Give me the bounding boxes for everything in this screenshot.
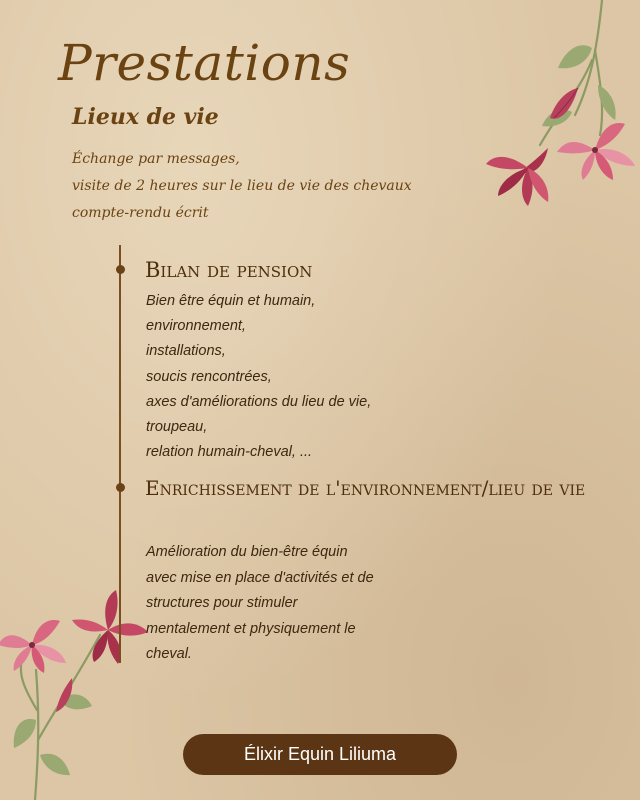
detail-line: avec mise en place d'activités et de: [146, 569, 374, 586]
section-enrichissement-details: [146, 540, 374, 668]
page-title: Prestations: [58, 34, 351, 92]
section-bilan-details: [146, 289, 371, 465]
detail-line: Bien être équin et humain,: [146, 293, 316, 309]
intro-line: compte-rendu écrit: [72, 205, 209, 221]
intro-line: Échange par messages,: [72, 151, 240, 167]
lily-flowers-bottom-left: [0, 590, 155, 800]
lily-flowers-top-right: [480, 0, 640, 215]
intro-text: [72, 146, 432, 227]
detail-line: troupeau,: [146, 419, 208, 436]
section-heading-enrichissement: Enrichissement de l'environnement/lieu de vie: [145, 476, 586, 500]
section-heading-bilan: Bilan de pension: [145, 258, 313, 282]
detail-line: environnement,: [146, 318, 246, 335]
timeline-line: [119, 245, 121, 663]
detail-line: relation humain-cheval, ...: [146, 444, 313, 461]
detail-line: cheval.: [146, 646, 192, 662]
detail-line: Amélioration du bien-être équin: [146, 544, 348, 560]
detail-line: soucis rencontrées,: [146, 368, 272, 385]
detail-line: axes d'améliorations du lieu de vie,: [146, 393, 372, 410]
timeline-bullet: [116, 483, 125, 492]
detail-line: installations,: [146, 343, 226, 360]
timeline-bullet: [116, 265, 125, 274]
page-subtitle: Lieux de vie: [72, 104, 219, 130]
intro-line: visite de 2 heures sur le lieu de vie des chevaux: [72, 178, 412, 194]
detail-line: structures pour stimuler: [146, 595, 298, 611]
detail-line: mentalement et physiquement le: [146, 620, 356, 637]
brand-button[interactable]: Élixir Equin Liliuma: [183, 734, 457, 775]
